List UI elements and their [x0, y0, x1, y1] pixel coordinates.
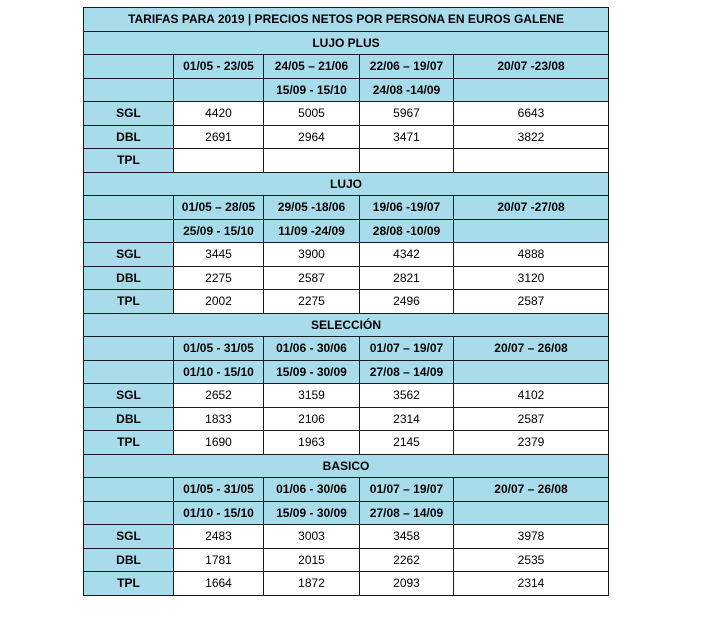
room-type-label: DBL — [84, 548, 174, 572]
empty-label-cell — [84, 478, 174, 502]
price-cell: 3562 — [360, 384, 454, 408]
period-cell: 01/05 - 23/05 — [174, 55, 264, 79]
period-cell: 01/10 - 15/10 — [174, 501, 264, 525]
price-cell: 3445 — [174, 243, 264, 267]
price-cell: 5005 — [264, 102, 360, 126]
period-cell: 01/07 – 19/07 — [360, 337, 454, 361]
period-cell: 15/09 - 15/10 — [264, 78, 360, 102]
rate-row — [84, 384, 609, 408]
price-cell — [174, 149, 264, 173]
price-cell: 1781 — [174, 548, 264, 572]
price-cell: 3978 — [454, 525, 609, 549]
rate-row — [84, 548, 609, 572]
period-cell: 01/10 - 15/10 — [174, 360, 264, 384]
price-cell: 2483 — [174, 525, 264, 549]
empty-label-cell — [84, 55, 174, 79]
price-cell: 2496 — [360, 290, 454, 314]
price-cell: 2587 — [264, 266, 360, 290]
room-type-label: DBL — [84, 266, 174, 290]
period-cell: 27/08 – 14/09 — [360, 360, 454, 384]
period-cell: 01/06 - 30/06 — [264, 478, 360, 502]
rate-row — [84, 149, 609, 173]
price-cell: 1963 — [264, 431, 360, 455]
price-cell: 5967 — [360, 102, 454, 126]
price-cell — [264, 149, 360, 173]
price-cell: 1833 — [174, 407, 264, 431]
section-title: BASICO — [84, 454, 609, 478]
price-cell: 3822 — [454, 125, 609, 149]
period-cell: 24/08 -14/09 — [360, 78, 454, 102]
room-type-label: TPL — [84, 290, 174, 314]
rate-row — [84, 407, 609, 431]
period-row — [84, 337, 609, 361]
period-row — [84, 78, 609, 102]
rate-row — [84, 125, 609, 149]
price-cell: 2964 — [264, 125, 360, 149]
room-type-label: SGL — [84, 243, 174, 267]
price-cell: 1690 — [174, 431, 264, 455]
period-cell — [454, 219, 609, 243]
price-cell — [360, 149, 454, 173]
price-cell: 1664 — [174, 572, 264, 596]
table-title: TARIFAS PARA 2019 | PRECIOS NETOS POR PERSONA EN EUROS GALENE — [84, 8, 609, 32]
rates-table — [83, 7, 609, 596]
price-cell — [454, 149, 609, 173]
period-row — [84, 360, 609, 384]
period-cell: 01/05 - 31/05 — [174, 337, 264, 361]
period-cell: 01/06 - 30/06 — [264, 337, 360, 361]
price-cell: 3159 — [264, 384, 360, 408]
period-cell: 11/09 -24/09 — [264, 219, 360, 243]
period-cell — [454, 501, 609, 525]
period-cell: 15/09 - 30/09 — [264, 501, 360, 525]
section-header-row — [84, 313, 609, 337]
period-cell: 20/07 – 26/08 — [454, 478, 609, 502]
rate-row — [84, 290, 609, 314]
price-cell: 2106 — [264, 407, 360, 431]
price-cell: 2314 — [454, 572, 609, 596]
price-cell: 2587 — [454, 290, 609, 314]
price-cell: 2379 — [454, 431, 609, 455]
section-header-row — [84, 454, 609, 478]
rate-row — [84, 572, 609, 596]
rate-row — [84, 102, 609, 126]
section-title: SELECCIÓN — [84, 313, 609, 337]
empty-label-cell — [84, 360, 174, 384]
room-type-label: DBL — [84, 125, 174, 149]
rate-row — [84, 525, 609, 549]
price-cell: 2145 — [360, 431, 454, 455]
period-cell: 25/09 - 15/10 — [174, 219, 264, 243]
section-header-row — [84, 31, 609, 55]
room-type-label: TPL — [84, 572, 174, 596]
period-cell: 20/07 – 26/08 — [454, 337, 609, 361]
period-cell: 01/05 – 28/05 — [174, 196, 264, 220]
empty-label-cell — [84, 219, 174, 243]
rate-row — [84, 243, 609, 267]
price-cell: 2587 — [454, 407, 609, 431]
price-cell: 2314 — [360, 407, 454, 431]
price-cell: 4888 — [454, 243, 609, 267]
period-cell: 01/07 – 19/07 — [360, 478, 454, 502]
price-cell: 4420 — [174, 102, 264, 126]
price-cell: 3900 — [264, 243, 360, 267]
price-cell: 2262 — [360, 548, 454, 572]
period-row — [84, 196, 609, 220]
room-type-label: SGL — [84, 384, 174, 408]
empty-label-cell — [84, 196, 174, 220]
price-cell: 2691 — [174, 125, 264, 149]
price-cell: 2535 — [454, 548, 609, 572]
empty-label-cell — [84, 78, 174, 102]
room-type-label: DBL — [84, 407, 174, 431]
period-row — [84, 219, 609, 243]
period-cell: 28/08 -10/09 — [360, 219, 454, 243]
price-cell: 4102 — [454, 384, 609, 408]
rate-row — [84, 431, 609, 455]
period-row — [84, 478, 609, 502]
section-title: LUJO — [84, 172, 609, 196]
price-cell: 3458 — [360, 525, 454, 549]
period-cell: 19/06 -19/07 — [360, 196, 454, 220]
room-type-label: SGL — [84, 102, 174, 126]
price-cell: 2002 — [174, 290, 264, 314]
room-type-label: TPL — [84, 149, 174, 173]
room-type-label: TPL — [84, 431, 174, 455]
period-row — [84, 501, 609, 525]
section-header-row — [84, 172, 609, 196]
period-cell: 20/07 -23/08 — [454, 55, 609, 79]
price-cell: 2821 — [360, 266, 454, 290]
empty-label-cell — [84, 337, 174, 361]
price-cell: 2093 — [360, 572, 454, 596]
period-cell: 15/09 - 30/09 — [264, 360, 360, 384]
price-cell: 4342 — [360, 243, 454, 267]
period-cell — [454, 360, 609, 384]
period-cell: 01/05 - 31/05 — [174, 478, 264, 502]
rate-row — [84, 266, 609, 290]
period-cell: 29/05 -18/06 — [264, 196, 360, 220]
period-cell: 22/06 – 19/07 — [360, 55, 454, 79]
price-cell: 3471 — [360, 125, 454, 149]
empty-label-cell — [84, 501, 174, 525]
price-cell: 2652 — [174, 384, 264, 408]
price-cell: 2275 — [264, 290, 360, 314]
price-cell: 3120 — [454, 266, 609, 290]
period-cell: 20/07 -27/08 — [454, 196, 609, 220]
period-cell: 24/05 – 21/06 — [264, 55, 360, 79]
price-cell: 2015 — [264, 548, 360, 572]
title-row — [84, 8, 609, 32]
room-type-label: SGL — [84, 525, 174, 549]
period-row — [84, 55, 609, 79]
price-cell: 2275 — [174, 266, 264, 290]
price-cell: 3003 — [264, 525, 360, 549]
period-cell — [454, 78, 609, 102]
section-title: LUJO PLUS — [84, 31, 609, 55]
price-cell: 6643 — [454, 102, 609, 126]
period-cell: 27/08 – 14/09 — [360, 501, 454, 525]
price-cell: 1872 — [264, 572, 360, 596]
period-cell — [174, 78, 264, 102]
